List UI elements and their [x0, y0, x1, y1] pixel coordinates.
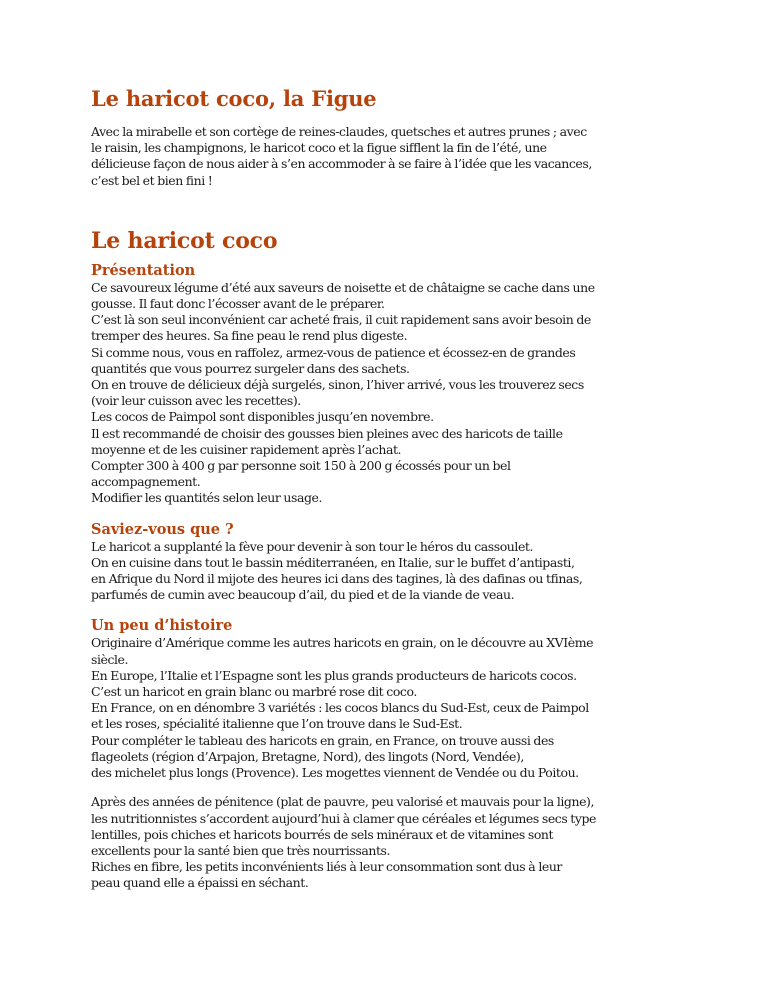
histoire-line: En France, on en dénombre 3 variétés : les cocos blancs du Sud-Est, ceux de Paimpol [91, 700, 589, 716]
intro-line: Avec la mirabelle et son cortège de reines-claudes, quetsches et autres prunes ; avec [91, 124, 587, 139]
intro-line: le raisin, les champignons, le haricot coco et la figue sifflent la fin de l’été, une [91, 140, 547, 156]
histoire-line: flageolets (région d’Arpajon, Bretagne, Nord), des lingots (Nord, Vendée), [91, 748, 524, 764]
presentation-line: C’est là son seul inconvénient car acheté frais, il cuit rapidement sans avoir besoin de [91, 312, 591, 328]
saviez-line: en Afrique du Nord il mijote des heures ici dans des tagines, là des dafinas ou tfinas, [91, 571, 583, 587]
histoire-line: Riches en fibre, les petits inconvénients liés à leur consommation sont dus à leur [91, 859, 562, 875]
document-page [91, 84, 651, 905]
presentation-line: Compter 300 à 400 g par personne soit 150 à 200 g écossés pour un bel [91, 458, 511, 474]
saviez-section [91, 520, 651, 604]
presentation-line: (voir leur cuisson avec les recettes). [91, 393, 301, 409]
saviez-line: On en cuisine dans tout le bassin méditerranéen, en Italie, sur le buffet d’antipasti, [91, 554, 575, 570]
presentation-line: quantités que vous pourrez surgeler dans des sachets. [91, 360, 410, 376]
presentation-line: tremper des heures. Sa fine peau le rend plus digeste. [91, 328, 408, 344]
presentation-line: Il est recommandé de choisir des gousses bien pleines avec des haricots de taille [91, 425, 563, 441]
presentation-line: Modifier les quantités selon leur usage. [91, 490, 323, 506]
saviez-heading: Saviez-vous que ? [91, 520, 234, 538]
presentation-section [91, 261, 651, 507]
histoire-line: En Europe, l’Italie et l’Espagne sont les plus grands producteurs de haricots cocos. [91, 667, 577, 683]
presentation-line: Ce savoureux légume d’été aux saveurs de noisette et de châtaigne se cache dans une [91, 279, 595, 295]
presentation-line: accompagnement. [91, 474, 201, 490]
presentation-line: Si comme nous, vous en raffolez, armez-vous de patience et écossez-en de grandes [91, 344, 576, 360]
presentation-line: Les cocos de Paimpol sont disponibles jusqu’en novembre. [91, 409, 434, 425]
histoire-line: Originaire d’Amérique comme les autres haricots en grain, on le découvre au XVIème [91, 635, 594, 651]
histoire-line: excellents pour la santé bien que très nourrissants. [91, 842, 391, 858]
histoire-heading: Un peu d’histoire [91, 617, 233, 635]
presentation-heading: Présentation [91, 261, 196, 279]
histoire-line: lentilles, pois chiches et haricots bourrés de sels minéraux et de vitamines sont [91, 826, 554, 842]
presentation-line: On en trouve de délicieux déjà surgelés, sinon, l’hiver arrivé, vous les trouverez secs [91, 377, 584, 393]
section-title: Le haricot coco [91, 227, 278, 254]
histoire-paragraph-2 [91, 794, 651, 891]
histoire-line: et les roses, spécialité italienne que l’on trouve dans le Sud-Est. [91, 716, 463, 732]
intro-line: délicieuse façon de nous aider à s’en accommoder à se faire à l’idée que les vacances, [91, 156, 592, 172]
saviez-line: parfumés de cumin avec beaucoup d’ail, du pied et de la viande de veau. [91, 587, 515, 603]
saviez-paragraph [91, 539, 651, 604]
intro-line: c’est bel et bien fini ! [91, 172, 213, 188]
histoire-line: Après des années de pénitence (plat de pauvre, peu valorisé et mauvais pour la ligne), [91, 794, 594, 810]
histoire-section [91, 616, 651, 891]
presentation-line: gousse. Il faut donc l’écosser avant de le préparer. [91, 296, 385, 312]
intro-paragraph [91, 124, 651, 189]
histoire-line: des michelet plus longs (Provence). Les mogettes viennent de Vendée ou du Poitou. [91, 765, 579, 781]
document-title: Le haricot coco, la Figue [91, 86, 377, 111]
saviez-line: Le haricot a supplanté la fève pour devenir à son tour le héros du cassoulet. [91, 538, 533, 554]
presentation-line: moyenne et de les cuisiner rapidement après l’achat. [91, 441, 402, 457]
histoire-line: siècle. [91, 651, 129, 667]
histoire-line: Pour compléter le tableau des haricots en grain, en France, on trouve aussi des [91, 732, 554, 748]
histoire-paragraph [91, 635, 651, 781]
histoire-line: les nutritionnistes s’accordent aujourd’hui à clamer que céréales et légumes secs type [91, 810, 596, 826]
histoire-line: peau quand elle a épaissi en séchant. [91, 875, 309, 891]
histoire-line: C’est un haricot en grain blanc ou marbré rose dit coco. [91, 684, 417, 700]
presentation-paragraph [91, 280, 651, 507]
